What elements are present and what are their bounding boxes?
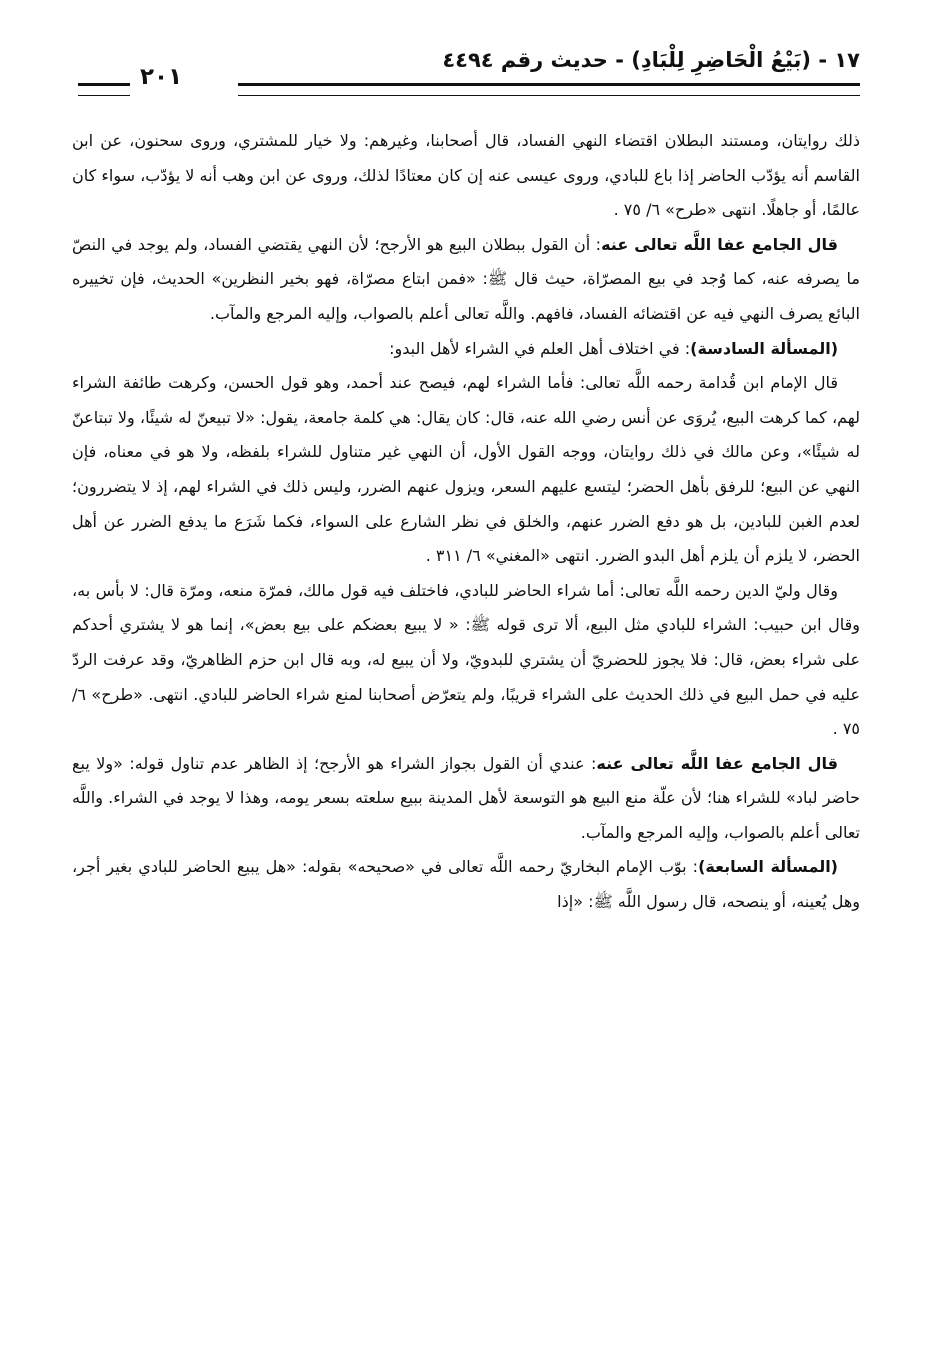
paragraph-lead: قال الجامع عفا اللَّه تعالى عنه xyxy=(596,753,839,773)
paragraph xyxy=(72,747,860,851)
paragraph-text: : أن القول ببطلان البيع هو الأرجح؛ لأن النهي يقتضي الفساد، ولم يوجد في النصّ ما يصرفه عنه، كما وُجد في بيع المصرّاة، حيث قال ﷺ: «فمن ابتاع مصرّاة، فهو بخير النظرين» الحديث، فإن تخييره البائع يصرف النهي فيه عن اقتضائه الفساد، فافهم. واللَّه تعالى أعلم بالصواب، وإليه المرجع والمآب. xyxy=(72,234,860,323)
main-text xyxy=(72,124,860,920)
paragraph-text: ذلك روايتان، ومستند البطلان اقتضاء النهي الفساد، قال أصحابنا، وغيرهم: ولا خيار للمشتري، وروى سحنون، عن ابن القاسم أنه يؤدّب الحاضر إذا باع للبادي، وروى عيسى عنه إن كان معتادًا لذلك، وروى عن ابن وهب أنه لا يؤدّب، سواء كان عالمًا، أو جاهلًا. انتهى «طرح» ٦/ ٧٥ . xyxy=(72,131,860,220)
page-header xyxy=(78,40,860,100)
section-heading: (المسألة السادسة) xyxy=(690,338,838,358)
paragraph xyxy=(72,124,860,228)
header-rule-short xyxy=(78,83,130,96)
paragraph xyxy=(72,228,860,332)
running-title: ١٧ - (بَيْعُ الْحَاضِرِ لِلْبَادِ) - حديث رقم ٤٤٩٤ xyxy=(442,48,860,72)
section-heading: (المسألة السابعة) xyxy=(698,857,838,877)
paragraph xyxy=(72,850,860,919)
paragraph-lead: قال الجامع عفا اللَّه تعالى عنه xyxy=(601,234,839,254)
paragraph-text: : بوّب الإمام البخاريّ رحمه اللَّه تعالى في «صحيحه» بقوله: «هل يبيع الحاضر للبادي بغير أجر، وهل يُعينه، أو ينصحه، قال رسول اللَّه ﷺ: «إذا xyxy=(72,857,860,912)
paragraph xyxy=(72,332,860,367)
page-number: ٢٠١ xyxy=(140,64,183,90)
paragraph xyxy=(72,366,860,574)
paragraph-text: وقال وليّ الدين رحمه اللَّه تعالى: أما شراء الحاضر للبادي، فاختلف فيه قول مالك، فمرّة منعه، ومرّة قال: لا بأس به، وقال ابن حبيب: الشراء للبادي مثل البيع، ألا ترى قوله ﷺ: « لا يبيع بعضكم على بيع بعض»، إنما هو لا يشتري أحدكم على شراء بعض، قال: فلا يجوز للحضريّ أن يشتري للبدويّ، ولا أن يبيع له، وبه قال ابن حزم الظاهريّ، وقد عرفت الردّ عليه في حمل البيع في ذلك الحديث على الشراء قريبًا، ولم يتعرّض أصحابنا لمنع شراء الحاضر للبادي. انتهى. «طرح» ٦/ ٧٥ . xyxy=(72,580,860,739)
paragraph-text: : في اختلاف أهل العلم في الشراء لأهل البدو: xyxy=(389,338,691,358)
paragraph-text: قال الإمام ابن قُدامة رحمه اللَّه تعالى: فأما الشراء لهم، فيصح عند أحمد، وهو قول الحسن، وكرهت طائفة الشراء لهم، كما كرهت البيع، يُروَى عن أنس رضي الله عنه، قال: كان يقال: هي كلمة جامعة، يقول: «لا تبيعنّ له شيئًا، ولا تبتاعنّ له شيئًا»، وعن مالك في ذلك روايتان، ووجه القول الأول، أن النهي غير متناول للشراء بلفظه، ولا هو في معناه، فإن النهي عن البيع؛ للرفق بأهل الحضر؛ ليتسع عليهم السعر، ويزول عنهم الضرر، وليس ذلك في الشراء لهم، إذ لا يتضررون؛ لعدم الغبن للبادين، بل هو دفع الضرر عنهم، والخلق في نظر الشارع على السواء، فكما شَرَع ما يدفع الضرر عن أهل الحضر، لا يلزم أن يلزم أهل البدو الضرر. انتهى «المغني» ٦/ ٣١١ . xyxy=(72,373,860,566)
header-rule xyxy=(238,83,860,96)
paragraph-text: : عندي أن القول بجواز الشراء هو الأرجح؛ إذ الظاهر عدم تناول قوله: «ولا يبع حاضر لباد» للشراء هنا؛ لأن علّة منع البيع هو التوسعة لأهل المدينة ببيع سلعته بسعر يومه، وهذا لا يوجد في الشراء. واللَّه تعالى أعلم بالصواب، وإليه المرجع والمآب. xyxy=(72,753,860,842)
paragraph xyxy=(72,574,860,747)
